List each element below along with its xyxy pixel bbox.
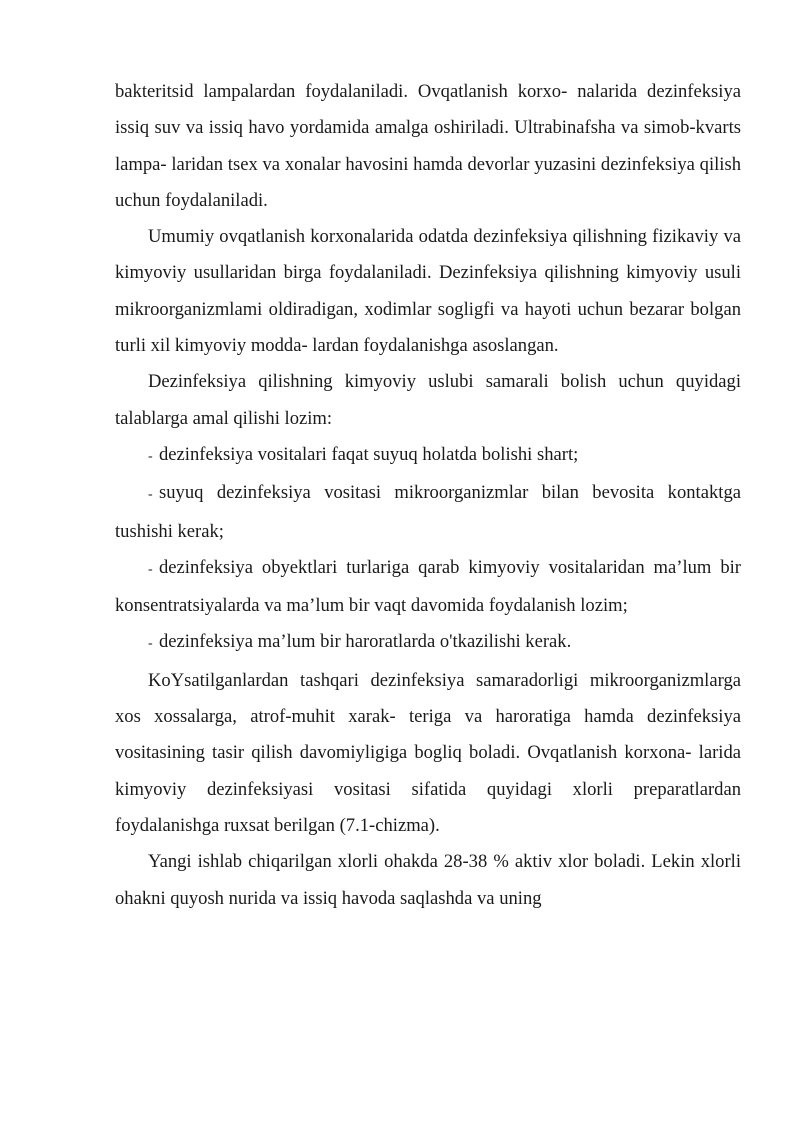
paragraph-requirements-intro: Dezinfeksiya qilishning kimyoviy uslubi samarali bolish uchun quyidagi talablarga amal qilishi lozim: [115,371,741,429]
list-item [115,624,741,662]
list-item [115,550,741,625]
list-item-text: suyuq dezinfeksiya vositasi mikroorganizmlar bilan bevosita kontaktga tushishi kerak; [115,482,741,542]
list-item-text: dezinfeksiya obyektlari turlariga qarab kimyoviy vositalaridan ma’lum bir konsentratsiyalarda va ma’lum bir vaqt davomida foydalanish lozim; [115,556,741,617]
list-item [115,475,741,550]
paragraph-methods: Umumiy ovqatlanish korxonalarida odatda dezinfeksiya qilishning fizikaviy va kimyoviy usullaridan birga foydalaniladi. Dezinfeksiya qilishning kimyoviy usuli mikroorganizmlami oldiradigan, xodimlar sogligfi va hayoti uchun bezarar bolgan turli xil kimyoviy modda- lardan foydalanishga asoslangan. [115,226,741,357]
bullet-dash: - [148,448,153,464]
paragraph-chlorine-lime: Yangi ishlab chiqarilgan xlorli ohakda 28-38 % aktiv xlor boladi. Lekin xlorli ohakni quyosh nurida va issiq havoda saqlashda va uning [115,851,741,909]
bullet-dash: - [148,487,153,503]
bullet-dash: - [148,561,153,577]
paragraph-continuation: bakteritsid lampalardan foydalaniladi. Ovqatlanish korxo- nalarida dezinfeksiya issiq suv va issiq havo yordamida amalga oshiriladi. Ultrabinafsha va simob-kvarts lampa- laridan tsex va xonalar havosini hamda devorlar yuzasini dezinfeksiya qilish uchun foydalaniladi. [115,81,741,211]
list-item [115,437,741,475]
list-item-text: dezinfeksiya ma’lum bir haroratlarda o'tkazilishi kerak. [159,631,572,653]
document-page [115,74,741,917]
list-item-text: dezinfeksiya vositalari faqat suyuq holatda bolishi shart; [159,443,579,465]
bullet-dash: - [148,636,153,652]
paragraph-effectiveness: KoYsatilganlardan tashqari dezinfeksiya samaradorligi mikroorganizmlarga xos xossalarga, atrof-muhit xarak- teriga va haroratiga hamda dezinfeksiya vositasining tasir qilish davomiyligiga bogliq boladi. Ovqatlanish korxona- larida kimyoviy dezinfeksiyasi vositasi sifatida quyidagi xlorli preparatlardan foydalanishga ruxsat berilgan (7.1-chizma). [115,669,741,836]
